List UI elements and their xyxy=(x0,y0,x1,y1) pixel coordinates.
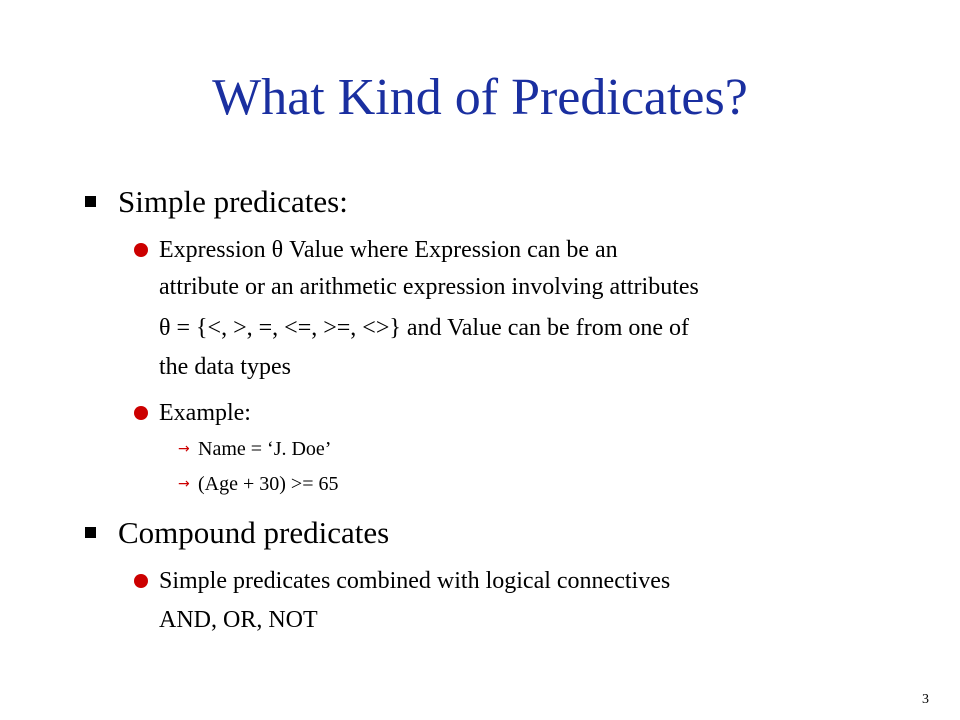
expression-line-2: attribute or an arithmetic expression involving attributes xyxy=(159,274,699,300)
slide-title: What Kind of Predicates? xyxy=(212,69,748,126)
expression-line-1: Expression θ Value where Expression can be an xyxy=(159,237,618,263)
example-item-1: Name = ‘J. Doe’ xyxy=(198,438,332,460)
example-item-2: (Age + 30) >= 65 xyxy=(198,473,339,495)
square-bullet-icon xyxy=(85,196,96,207)
arrow-bullet-icon: → xyxy=(178,441,190,457)
arrow-bullet-icon: → xyxy=(178,476,190,492)
compound-line-2: AND, OR, NOT xyxy=(159,607,318,633)
simple-predicates-heading: Simple predicates: xyxy=(118,184,348,219)
expression-line-4: the data types xyxy=(159,354,291,380)
expression-line-3: θ = {<, >, =, <=, >=, <>} and Value can be from one of xyxy=(159,315,690,341)
compound-predicates-heading: Compound predicates xyxy=(118,515,390,550)
compound-line-1: Simple predicates combined with logical connectives xyxy=(159,568,671,594)
round-bullet-icon xyxy=(134,406,148,420)
slide-number: 3 xyxy=(922,692,929,707)
round-bullet-icon xyxy=(134,243,148,257)
round-bullet-icon xyxy=(134,574,148,588)
example-label: Example: xyxy=(159,400,251,426)
square-bullet-icon xyxy=(85,527,96,538)
